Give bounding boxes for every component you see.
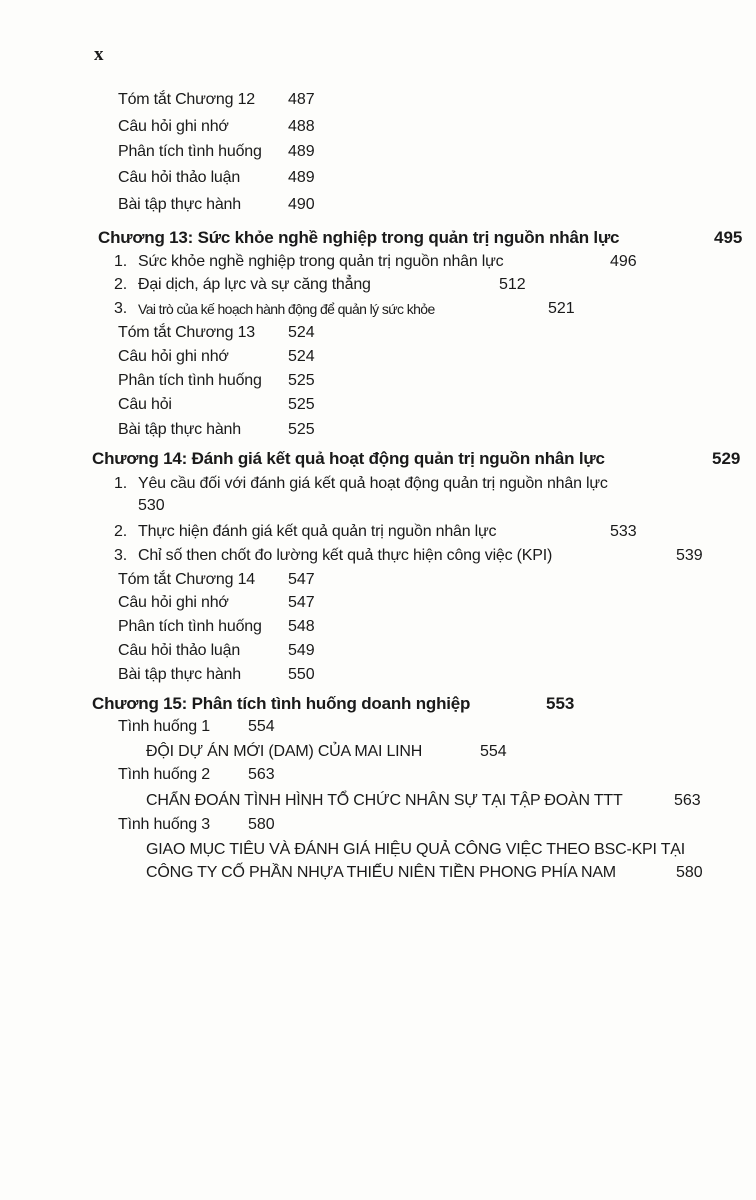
toc-entry-label: Bài tập thực hành [118, 421, 241, 438]
item-number: 3. [114, 300, 127, 317]
page-number: x [94, 44, 104, 65]
toc-entry-label: Tình huống 2 [118, 766, 210, 783]
chapter-heading: Chương 13: Sức khỏe nghề nghiệp trong quản trị nguồn nhân lực [98, 228, 620, 247]
chapter-heading: Chương 14: Đánh giá kết quả hoạt động quản trị nguồn nhân lực [92, 449, 605, 468]
toc-entry-label: Câu hỏi ghi nhớ [118, 118, 229, 135]
toc-page-number: 488 [288, 118, 315, 135]
toc-entry-label: Câu hỏi thảo luận [118, 642, 241, 659]
toc-page-number: 490 [288, 196, 315, 213]
item-number: 1. [114, 253, 127, 270]
toc-entry-label: Đại dịch, áp lực và sự căng thẳng [138, 276, 371, 293]
toc-page-number: 529 [712, 449, 741, 468]
toc-page-number: 487 [288, 91, 315, 108]
toc-entry-label: Câu hỏi [118, 396, 172, 413]
toc-entry-label: Tình huống 1 [118, 718, 210, 735]
toc-entry-label: Tóm tắt Chương 13 [118, 324, 255, 341]
toc-entry-label: Phân tích tình huống [118, 372, 262, 389]
toc-page-number: 496 [610, 253, 637, 270]
item-number: 2. [114, 276, 127, 293]
toc-page-number: 495 [714, 228, 743, 247]
toc-entry-label: Thực hiện đánh giá kết quả quản trị nguồn nhân lực [138, 523, 497, 540]
toc-page-number: 547 [288, 594, 315, 611]
toc-page-number: 533 [610, 523, 637, 540]
toc-page-number: 563 [674, 792, 701, 809]
toc-page-number: 489 [288, 143, 315, 160]
toc-page-number: 550 [288, 666, 315, 683]
toc-entry-label: ĐỘI DỰ ÁN MỚI (DAM) CỦA MAI LINH [146, 743, 423, 760]
toc-page-number: 554 [248, 718, 275, 735]
toc-entry-label: CÔNG TY CỐ PHẦN NHỰA THIẾU NIÊN TIỀN PHONG PHÍA NAM [146, 864, 616, 881]
toc-page-number: 512 [499, 276, 526, 293]
toc-page-number: 580 [676, 864, 703, 881]
toc-entry-label: Yêu cầu đối với đánh giá kết quả hoạt động quản trị nguồn nhân lực [138, 475, 608, 492]
toc-entry-label: Phân tích tình huống [118, 618, 262, 635]
chapter-heading: Chương 15: Phân tích tình huống doanh nghiệp [92, 694, 471, 713]
toc-entry-label: Câu hỏi ghi nhớ [118, 594, 229, 611]
toc-entry-label: Phân tích tình huống [118, 143, 262, 160]
toc-entry-label: Câu hỏi ghi nhớ [118, 348, 229, 365]
toc-entry-label: Vai trò của kế hoạch hành động để quản lý sức khỏe [138, 301, 435, 317]
toc-page-number: 489 [288, 169, 315, 186]
toc-entry-label: Bài tập thực hành [118, 666, 241, 683]
toc-entry-label: Chỉ số then chốt đo lường kết quả thực hiện công việc (KPI) [138, 547, 553, 564]
toc-entry-label: Sức khỏe nghề nghiệp trong quản trị nguồn nhân lực [138, 253, 504, 270]
item-number: 3. [114, 547, 127, 564]
toc-page-number: 580 [248, 816, 275, 833]
toc-page-number: 521 [548, 300, 575, 317]
toc-page-number: 554 [480, 743, 507, 760]
toc-entry-label: Tình huống 3 [118, 816, 210, 833]
toc-page-number: 553 [546, 694, 575, 713]
toc-page-number: 524 [288, 348, 315, 365]
toc-page-number: 548 [288, 618, 315, 635]
toc-entry-label: Câu hỏi thảo luận [118, 169, 241, 186]
toc-entry-label: GIAO MỤC TIÊU VÀ ĐÁNH GIÁ HIỆU QUẢ CÔNG VIỆC THEO BSC-KPI TẠI [146, 841, 686, 858]
item-number: 1. [114, 475, 127, 492]
toc-page-number: 525 [288, 421, 315, 438]
toc-page-number: 547 [288, 571, 315, 588]
toc-entry-label: Bài tập thực hành [118, 196, 241, 213]
toc-page-number: 530 [138, 497, 165, 514]
toc-page-number: 525 [288, 372, 315, 389]
toc-page-number: 525 [288, 396, 315, 413]
toc-page-number: 524 [288, 324, 315, 341]
toc-entry-label: Tóm tắt Chương 14 [118, 571, 255, 588]
item-number: 2. [114, 523, 127, 540]
toc-entry-label: Tóm tắt Chương 12 [118, 91, 255, 108]
toc-page-number: 549 [288, 642, 315, 659]
toc-entry-label: CHẨN ĐOÁN TÌNH HÌNH TỔ CHỨC NHÂN SỰ TẠI TẬP ĐOÀN TTT [146, 792, 623, 809]
toc-page-number: 539 [676, 547, 703, 564]
toc-page-number: 563 [248, 766, 275, 783]
